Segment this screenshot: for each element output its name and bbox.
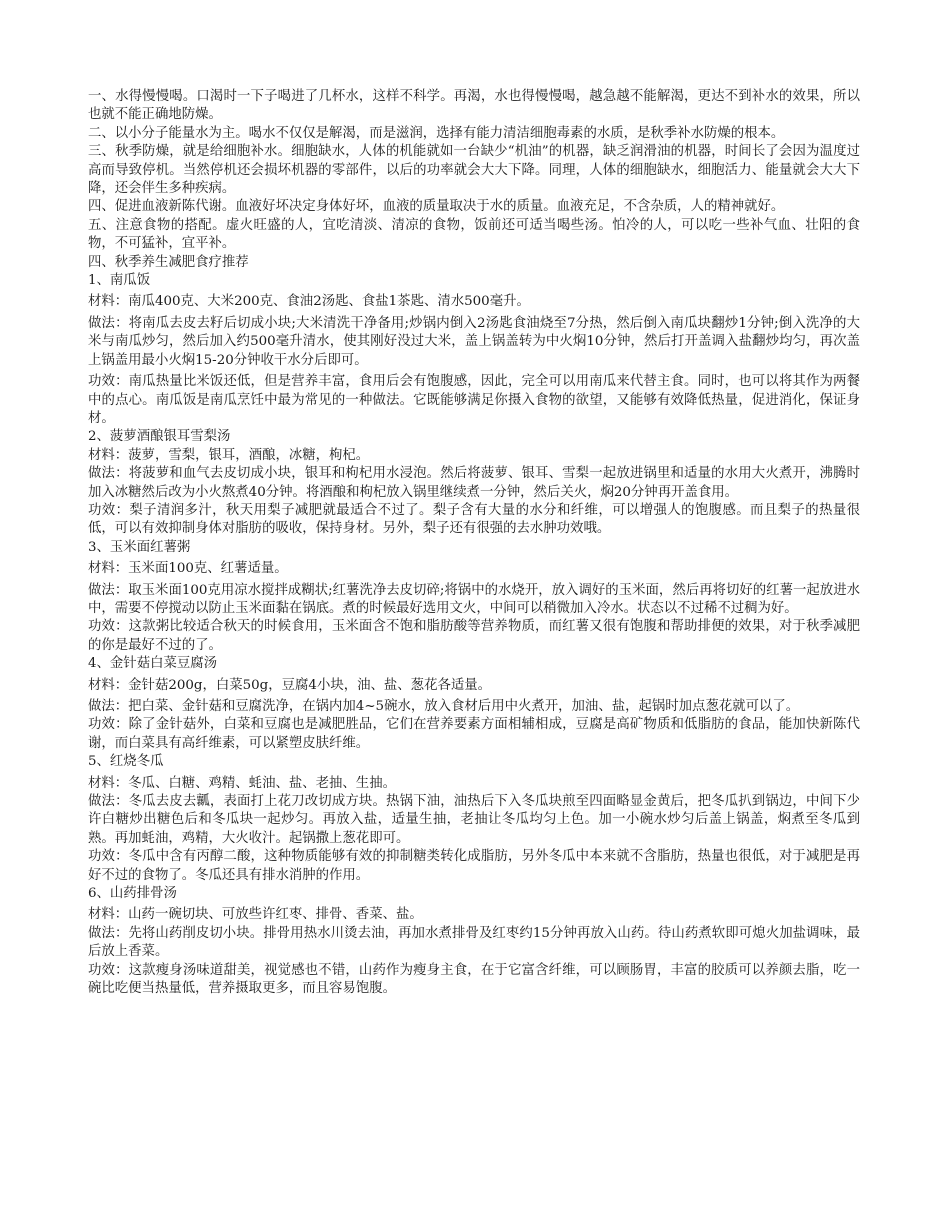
paragraph-small-molecule-water: 二、以小分子能量水为主。喝水不仅仅是解渴，而是滋润，选择有能力清洁细胞毒素的水质，是秋季补水防燥的根本。 [88, 125, 785, 141]
recipe-benefits: 功效：这款瘦身汤味道甜美，视觉感也不错，山药作为瘦身主食，在于它富含纤维，可以顾肠胃，丰富的胶质可以养颜去脂，吃一碗比吃便当热量低，营养摄取更多，而且容易饱腹。 [88, 962, 860, 997]
paragraph-water-slowly: 一、水得慢慢喝。口渴时一下子喝进了几杯水，这样不科学。再渴，水也得慢慢喝，越急越不能解渴，更达不到补水的效果，所以也就不能正确地防燥。 [88, 89, 860, 123]
recipe-title: 1、南瓜饭 [88, 273, 151, 289]
recipe-ingredients: 材料：南瓜400克、大米200克、食油2汤匙、食盐1茶匙、清水500毫升。 [88, 294, 530, 310]
section-heading: 四、秋季养生减肥食疗推荐 [88, 254, 249, 270]
recipe-ingredients: 材料：金针菇200g，白菜50g，豆腐4小块，油、盐、葱花各适量。 [88, 677, 492, 693]
recipe-benefits: 功效：冬瓜中含有丙醇二酸，这种物质能够有效的抑制糖类转化成脂肪，另外冬瓜中本来就不含脂肪，热量也很低，对于减肥是再好不过的食物了。冬瓜还具有排水消肿的作用。 [88, 849, 860, 883]
recipe-title: 4、金针菇白菜豆腐汤 [88, 656, 218, 672]
recipe-method: 做法：把白菜、金针菇和豆腐洗净，在锅内加4~5碗水，放入食材后用中火煮开，加油、盐，起锅时加点葱花就可以了。 [88, 699, 800, 714]
paragraph-food-pairing: 五、注意食物的搭配。虚火旺盛的人，宜吃清淡、清凉的食物，饭前还可适当喝些汤。怕冷的人，可以吃一些补气血、壮阳的食物，不可猛补，宜平补。 [88, 217, 860, 252]
recipe-method: 做法：先将山药削皮切小块。排骨用热水川烫去油，再加水煮排骨及红枣约15分钟再放入山药。待山药煮软即可熄火加盐调味，最后放上香菜。 [88, 925, 860, 960]
recipe-title: 6、山药排骨汤 [88, 886, 177, 902]
recipe-benefits: 功效：除了金针菇外，白菜和豆腐也是减肥胜品，它们在营养要素方面相辅相成，豆腐是高矿物质和低脂肪的食品，能加快新陈代谢，而白菜具有高纤维素，可以紧塑皮肤纤维。 [88, 717, 860, 751]
recipe-ingredients: 材料：冬瓜、白糖、鸡精、蚝油、盐、老抽、生抽。 [88, 775, 396, 791]
paragraph-cell-hydration: 三、秋季防燥，就是给细胞补水。细胞缺水，人体的机能就如一台缺少“机油”的机器，缺乏润滑油的机器，时间长了会因为温度过高而导致停机。当然停机还会损坏机器的零部件，以后的功率就会大大下降。同理，人体的细胞缺水，细胞活力、能量就会大大下降，还会伴生多种疾病。 [88, 144, 860, 197]
recipe-method: 做法：将菠萝和血气去皮切成小块，银耳和枸杞用水浸泡。然后将菠萝、银耳、雪梨一起放进锅里和适量的水用大火煮开，沸腾时加入冰糖然后改为小火熬煮40分钟。将酒酿和枸杞放入锅里继续煮一分钟，然后关火，焖20分钟再开盖食用。 [88, 466, 860, 500]
recipe-benefits: 功效：这款粥比较适合秋天的时候食用，玉米面含不饱和脂肪酸等营养物质，而红薯又很有饱腹和帮助排便的效果，对于秋季减肥的你是最好不过的了。 [88, 619, 860, 653]
recipe-ingredients: 材料：山药一碗切块、可放些许红枣、排骨、香菜、盐。 [88, 907, 423, 923]
recipe-ingredients: 材料：菠萝，雪梨，银耳，酒酿，冰糖，枸杞。 [88, 447, 370, 463]
recipe-title: 2、菠萝酒酿银耳雪梨汤 [88, 429, 231, 445]
recipe-method: 做法：将南瓜去皮去籽后切成小块;大米清洗干净备用;炒锅内倒入2汤匙食油烧至7分热，然后倒入南瓜块翻炒1分钟;倒入洗净的大米与南瓜炒匀，然后加入约500毫升清水，使其刚好没过大米，盖上锅盖转为中火焖10分钟，然后打开盖调入盐翻炒均匀，再次盖上锅盖用最小火焖15-20分钟收干水分后即可。 [88, 315, 860, 368]
document-body [88, 88, 860, 999]
recipe-method: 做法：冬瓜去皮去瓤，表面打上花刀改切成方块。热锅下油，油热后下入冬瓜块煎至四面略显金黄后，把冬瓜扒到锅边，中间下少许白糖炒出糖色后和冬瓜块一起炒匀。再放入盐，适量生抽，老抽让冬瓜均匀上色。加一小碗水炒匀后盖上锅盖，焖煮至冬瓜到熟。再加蚝油，鸡精，大火收汁。起锅撒上葱花即可。 [88, 794, 860, 846]
recipe-title: 3、玉米面红薯粥 [88, 539, 191, 555]
recipe-ingredients: 材料：玉米面100克、红薯适量。 [88, 561, 288, 577]
paragraph-blood-metabolism: 四、促进血液新陈代谢。血液好坏决定身体好坏，血液的质量取决于水的质量。血液充足，不含杂质，人的精神就好。 [88, 199, 785, 215]
recipe-benefits: 功效：南瓜热量比米饭还低，但是营养丰富，食用后会有饱腹感，因此，完全可以用南瓜来代替主食。同时，也可以将其作为两餐中的点心。南瓜饭是南瓜烹饪中最为常见的一种做法。它既能够满足你摄入食物的欲望，又能够有效降低热量，促进消化，保证身材。 [88, 374, 860, 426]
recipe-title: 5、红烧冬瓜 [88, 754, 164, 770]
recipe-method: 做法：取玉米面100克用凉水搅拌成糊状;红薯洗净去皮切碎;将锅中的水烧开，放入调好的玉米面，然后再将切好的红薯一起放进水中，需要不停搅动以防止玉米面黏在锅底。煮的时候最好选用文火，中间可以稍微加入冷水。状态以不过稀不过稠为好。 [88, 582, 860, 616]
recipe-benefits: 功效：梨子清润多汁，秋天用梨子减肥就最适合不过了。梨子含有大量的水分和纤维，可以增强人的饱腹感。而且梨子的热量很低，可以有效抑制身体对脂肪的吸收，保持身材。另外，梨子还有很强的去水肿功效哦。 [88, 502, 860, 537]
